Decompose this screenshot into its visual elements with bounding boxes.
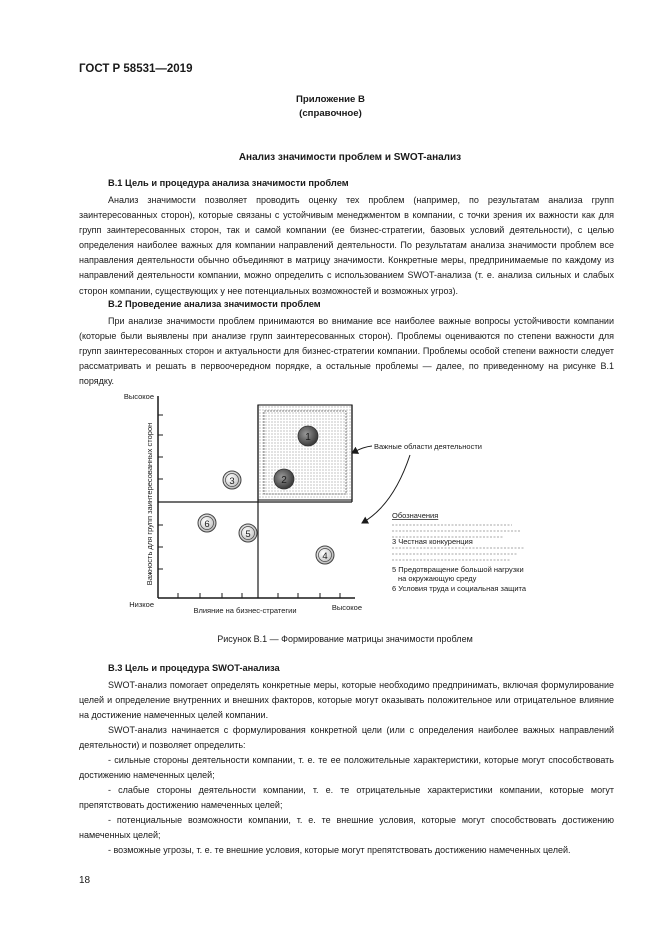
figure-caption: Рисунок В.1 — Формирование матрицы значимости проблем — [217, 634, 473, 644]
svg-text:5: 5 — [245, 529, 251, 540]
page-number: 18 — [79, 875, 91, 886]
section-b3-text-1: SWOT-анализ помогает определять конкретные меры, которые необходимо предпринимать, включая формулирование целей и определение внутренних и внешних факторов, которые могут оказывать положительное или отрицательное влияние на достижение намеченных целей компании. — [79, 680, 614, 721]
list-item-text: - сильные стороны деятельности компании, т. е. те ее положительные характеристики, которые могут способствовать достижению намеченных целей; — [79, 755, 614, 781]
list-item-text: - потенциальные возможности компании, т. е. те внешние условия, которые могут способствовать достижению намеченных целей; — [79, 815, 614, 841]
section-b3-paragraph-2 — [79, 723, 614, 753]
legend-item-5-cont: на окружающую среду — [398, 574, 477, 583]
callout-arrow-region — [352, 446, 372, 453]
section-b2-text: При анализе значимости проблем принимаются во внимание все наиболее важные вопросы устойчивости компании (которые были выявлены при анализе групп заинтересованных сторон). Проблемы оцениваются по степени важности для групп заинтересованных сторон и актуальности для бизнес-стратегии компании. Проблемы особой степени важности следует рассматривать и решать в первоочередном порядке, а остальные проблемы — далее, по приведенному на рисунке В.1 порядку. — [79, 316, 614, 387]
legend-title: Обозначения — [392, 511, 439, 520]
callout-label: Важные области деятельности — [374, 442, 482, 451]
y-high-label: Высокое — [123, 392, 154, 401]
section-b3-text-2: SWOT-анализ начинается с формулирования конкретной цели (или с определения наиболее важных направлений деятельности) и позволяет определить: — [79, 725, 614, 751]
marker-2 — [274, 469, 294, 489]
annex-heading — [0, 93, 661, 121]
section-b1-text: Анализ значимости позволяет проводить оценку тех проблем (например, по результатам анализа групп заинтересованных сторон), которые связаны с устойчивым менеджментом в компании, с точки зрения их важности как для групп заинтересованных сторон, так и самой компании (ее бизнес-стратегии, базовых условий деятельности), с целью определения наиболее важных для компании направлений деятельности. По результатам анализа значимости проблем все направления деятельности обычно объединяют в матрицу значимости. Конкретные меры, предпринимаемые по каждому из направлений деятельности компании, можно определить с использованием SWOT-анализа (т. е. анализа сильных и слабых сторон компании, существующих у нее потенциальных возможностей и возможных угроз). — [79, 195, 614, 296]
section-b3-paragraph-1 — [79, 678, 614, 723]
svg-text:2: 2 — [281, 475, 287, 486]
marker-5 — [239, 524, 257, 542]
marker-6 — [198, 514, 216, 532]
svg-text:6: 6 — [204, 519, 210, 530]
marker-1 — [298, 426, 318, 446]
list-item-text: - возможные угрозы, т. е. те внешние условия, которые могут препятствовать достижению намеченных целей. — [108, 845, 571, 855]
marker-4 — [316, 546, 334, 564]
section-b2-paragraph — [79, 314, 614, 389]
x-high-label: Высокое — [331, 603, 362, 612]
document-code: ГОСТ Р 58531—2019 — [79, 63, 193, 75]
y-low-label: Низкое — [129, 600, 154, 609]
svg-text:4: 4 — [322, 551, 328, 562]
section-b1-paragraph — [79, 193, 614, 299]
y-axis-label: Важность для групп заинтересованных сторон — [145, 422, 154, 586]
significance-matrix-figure — [100, 385, 560, 625]
marker-3 — [223, 471, 241, 489]
svg-text:3: 3 — [229, 476, 235, 487]
legend — [392, 511, 527, 593]
list-item — [79, 753, 614, 783]
list-item-text: - слабые стороны деятельности компании, т. е. те отрицательные характеристики компании, которые могут препятствовать достижению намеченных целей; — [79, 785, 614, 811]
svg-text:1: 1 — [305, 432, 311, 443]
legend-item-5: 5 Предотвращение большой нагрузки — [392, 565, 524, 574]
legend-item-3: 3 Честная конкуренция — [392, 537, 473, 546]
list-item — [79, 813, 614, 843]
section-b2-heading: В.2 Проведение анализа значимости проблем — [108, 299, 321, 309]
annex-note: (справочное) — [299, 108, 362, 119]
section-b1-heading: В.1 Цель и процедура анализа значимости проблем — [108, 178, 349, 188]
main-title: Анализ значимости проблем и SWOT-анализ — [238, 152, 462, 163]
legend-item-6: 6 Условия труда и социальная защита — [392, 584, 527, 593]
section-b3-heading: В.3 Цель и процедура SWOT-анализа — [108, 663, 280, 673]
x-axis-label: Влияние на бизнес-стратегии — [193, 606, 297, 615]
annex-title: Приложение В — [296, 94, 365, 105]
important-areas-region — [258, 405, 352, 500]
list-item — [79, 783, 614, 813]
list-item — [79, 843, 614, 858]
